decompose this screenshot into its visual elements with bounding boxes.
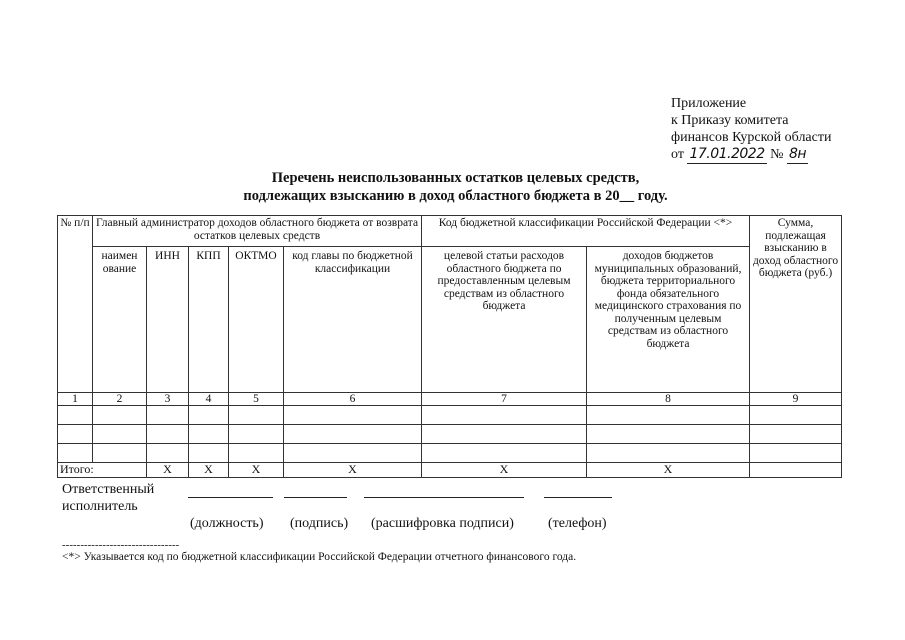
header-num: № п/п <box>58 216 93 393</box>
x-mark: X <box>422 463 587 478</box>
table-row <box>58 425 842 444</box>
header-sum: Сумма, подлежащая взысканию в доход областного бюджета (руб.) <box>750 216 842 393</box>
col-number: 9 <box>750 393 842 406</box>
col-number: 3 <box>147 393 189 406</box>
table-cell <box>422 425 587 444</box>
appendix-block <box>671 95 831 164</box>
header-row-1 <box>58 216 842 247</box>
footnote-text: <*> Указывается код по бюджетной классификации Российской Федерации отчетного финансового года. <box>62 551 577 563</box>
date-prefix: от <box>671 147 684 162</box>
title-line-2: подлежащих взысканию в доход областного бюджета в 20__ году. <box>243 188 668 204</box>
table-cell <box>284 444 422 463</box>
subheader-inn: ИНН <box>147 247 189 393</box>
responsible-line-1: Ответственный <box>62 482 155 497</box>
table-cell <box>93 425 147 444</box>
col-number: 6 <box>284 393 422 406</box>
header-admin: Главный администратор доходов областного бюджета от возврата остатков целевых средств <box>93 216 422 247</box>
col-number: 7 <box>422 393 587 406</box>
col-number: 4 <box>189 393 229 406</box>
title-line-1: Перечень неиспользованных остатков целевых средств, <box>271 170 640 186</box>
table-cell <box>750 425 842 444</box>
table-cell <box>58 444 93 463</box>
table-cell <box>284 406 422 425</box>
table-cell <box>587 406 750 425</box>
table-cell <box>58 425 93 444</box>
footnote-separator: -------------------------------- <box>62 539 180 551</box>
table-cell <box>147 425 189 444</box>
caption-position: (должность) <box>190 516 264 531</box>
responsible-executor <box>62 481 154 515</box>
table-cell <box>58 406 93 425</box>
table-cell <box>587 444 750 463</box>
total-row <box>58 463 842 478</box>
column-number-row <box>58 393 842 406</box>
x-mark: X <box>587 463 750 478</box>
order-number: 8н <box>788 146 807 162</box>
header-row-2 <box>58 247 842 393</box>
total-sum-cell <box>750 463 842 478</box>
table-cell <box>750 444 842 463</box>
table-cell <box>93 406 147 425</box>
x-mark: X <box>147 463 189 478</box>
appendix-line-1: Приложение <box>671 96 747 111</box>
x-mark: X <box>189 463 229 478</box>
table-cell <box>147 406 189 425</box>
col-number: 1 <box>58 393 93 406</box>
table-cell <box>189 406 229 425</box>
table-cell <box>229 425 284 444</box>
caption-signature: (подпись) <box>290 516 349 531</box>
table-row <box>58 444 842 463</box>
table-cell <box>93 444 147 463</box>
remains-table <box>57 215 842 478</box>
subheader-income-code: доходов бюджетов муниципальных образований, бюджета территориального фонда обязательного медицинского страхования по полученным целевым средствам из областного бюджета <box>587 247 750 393</box>
table-cell <box>229 406 284 425</box>
table-cell <box>189 425 229 444</box>
phone-line <box>544 497 612 499</box>
col-number: 2 <box>93 393 147 406</box>
order-date: 17.01.2022 <box>689 146 765 162</box>
caption-phone: (телефон) <box>548 516 607 531</box>
signature-line <box>284 497 347 499</box>
x-mark: X <box>284 463 422 478</box>
header-kbk: Код бюджетной классификации Российской Федерации <*> <box>422 216 750 247</box>
col-number: 5 <box>229 393 284 406</box>
table-cell <box>229 444 284 463</box>
subheader-name: наимен ование <box>93 247 147 393</box>
subheader-chapter-code: код главы по бюджетной классификации <box>284 247 422 393</box>
subheader-target-article: целевой статьи расходов областного бюджета по предоставленным целевым средствам из областного бюджета <box>422 247 587 393</box>
appendix-date-line <box>671 146 831 164</box>
subheader-oktmo: ОКТМО <box>229 247 284 393</box>
table-cell <box>284 425 422 444</box>
position-line <box>188 497 273 499</box>
appendix-line-2: к Приказу комитета <box>671 113 789 128</box>
table-cell <box>189 444 229 463</box>
col-number: 8 <box>587 393 750 406</box>
table-cell <box>147 444 189 463</box>
responsible-line-2: исполнитель <box>62 499 138 514</box>
subheader-kpp: КПП <box>189 247 229 393</box>
table-row <box>58 406 842 425</box>
table-cell <box>587 425 750 444</box>
number-prefix: № <box>770 147 784 162</box>
document-title <box>0 169 905 205</box>
caption-decoding: (расшифровка подписи) <box>371 516 514 531</box>
table-cell <box>750 406 842 425</box>
appendix-line-3: финансов Курской области <box>671 130 832 145</box>
decoding-line <box>364 497 524 499</box>
table-cell <box>422 406 587 425</box>
total-label: Итого: <box>58 463 147 478</box>
table-cell <box>422 444 587 463</box>
x-mark: X <box>229 463 284 478</box>
